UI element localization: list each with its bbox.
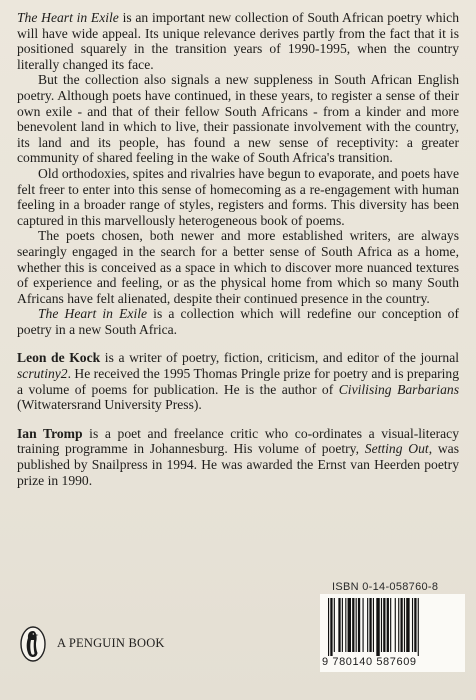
barcode-digits: 9 780140 587609 xyxy=(322,656,417,668)
editor-bio-ian-tromp: Ian Tromp is a poet and freelance critic who co-ordinates a visual-literacy training programme in Johannesburg. His volume of poetry, Setting Out, was published by Snailpress in 1994. He was awarded the Ernst van Heerden poetry prize in 1990. xyxy=(17,425,460,488)
book-title: The Heart in Exile xyxy=(38,306,148,322)
penguin-logo-icon xyxy=(20,626,46,662)
blurb-paragraph-3: Old orthodoxies, spites and rivalries have begun to evaporate, and poets have felt freer to enter into this sense of homecoming as a re-engagement with human feeling in a broader range of styles, registers and forms. This diversity has been captured in this marvellously heterogeneous book of poems. xyxy=(17,165,459,228)
blurb-paragraph-1: The Heart in Exile is an important new collection of South African poetry which will have wide appeal. Its unique relevance derives partly from the fact that it is positioned squarely in the transition years of 1990-1995, when the country literally changed its face. xyxy=(17,10,459,72)
blurb-paragraph-4: The poets chosen, both newer and more established writers, are always searingly engaged in the search for a better sense of South Africa as a home, whether this is conceived as a space in which to discover more nuanced textures of experience and feeling, or as the physical home from which so many South Africans have felt alienated, despite their continued presence in the country. xyxy=(17,228,459,306)
publisher-label: A PENGUIN BOOK xyxy=(57,636,165,650)
blurb-text xyxy=(17,10,459,488)
editor-name: Ian Tromp xyxy=(17,425,83,441)
editor-bio-leon-de-kock: Leon de Kock is a writer of poetry, fiction, criticism, and editor of the journal scrutiny2. He received the 1995 Thomas Pringle prize for poetry and is preparing a volume of poems for publication. He is the author of Civilising Barbarians (Witwatersrand University Press). xyxy=(17,350,460,413)
barcode-bars xyxy=(328,598,458,656)
blurb-paragraph-2: But the collection also signals a new suppleness in South African English poetry. Although poets have continued, in these years, to register a sense of their own exile - and that of their fellow South Africans - from a kinder and more benevolent land in which to live, their passionate involvement with the country, its land and its people, has found a new sense of receptivity: a greater community of shared feeling in the wake of South Africa's transition. xyxy=(17,72,459,166)
editor-name: Leon de Kock xyxy=(17,350,101,366)
isbn-label: ISBN 0-14-058760-8 xyxy=(332,581,439,593)
book-title: The Heart in Exile xyxy=(17,10,119,25)
blurb-paragraph-5: The Heart in Exile is a collection which will redefine our conception of poetry in a new South Africa. xyxy=(17,306,459,337)
barcode xyxy=(320,594,465,672)
